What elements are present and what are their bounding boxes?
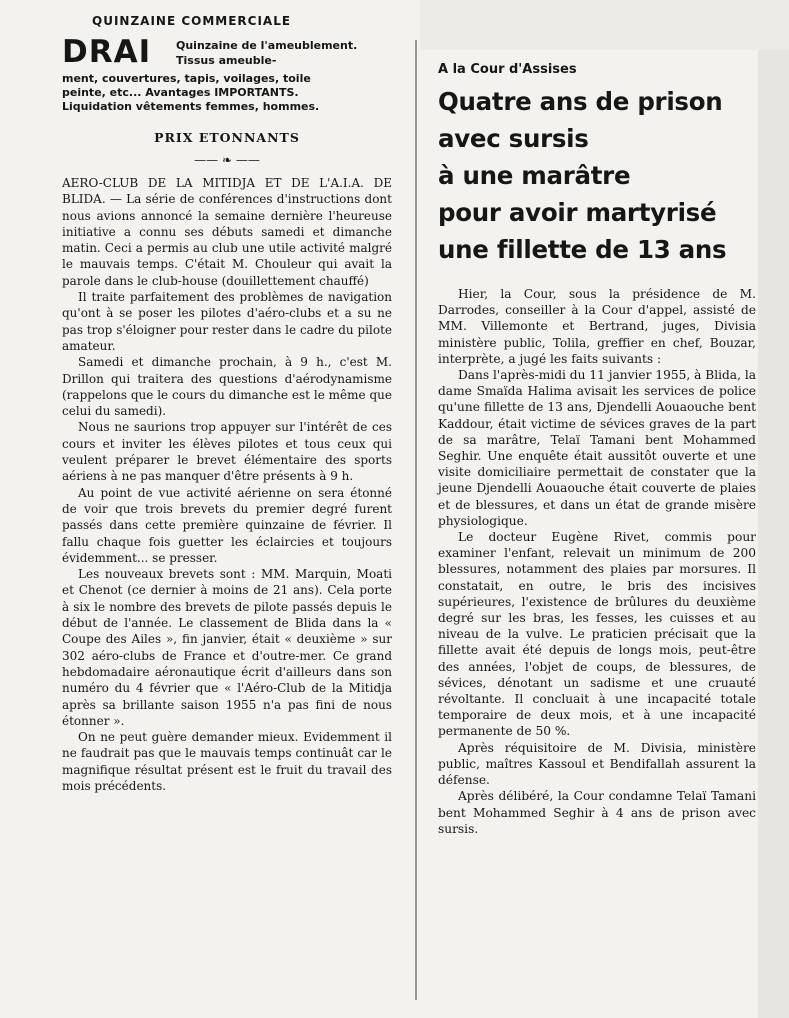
drai-advertisement bbox=[62, 34, 392, 126]
headline-line-3: à une marâtre bbox=[438, 161, 631, 190]
assises-article bbox=[438, 286, 756, 837]
column-rule bbox=[415, 40, 417, 1000]
section-rubric: A la Cour d'Assises bbox=[438, 62, 577, 77]
aeroclub-paragraph-1: AERO-CLUB DE LA MITIDJA ET DE L'A.I.A. DE BLIDA. — La série de conférences d'instructions dont nous avions annoncé la semaine dernière l'heureuse initiative a connu ses débuts samedi et dimanche matin. Ceci a permis au club une utile activité malgré le mauvais temps. C'était M. Chouleur qui avait la parole dans le club-house (douillettement chauffé) bbox=[62, 176, 392, 288]
headline-line-2: avec sursis bbox=[438, 124, 589, 153]
ad-prix: PRIX ETONNANTS bbox=[154, 130, 300, 145]
article-headline bbox=[438, 83, 756, 268]
right-column bbox=[438, 62, 756, 837]
aeroclub-paragraph-6: Les nouveaux brevets sont : MM. Marquin, Moati et Chenot (ce dernier à moins de 21 ans). Cela porte à six le nombre des brevets de pilote passés depuis le début de l'année. Le classement de Blida dans la « Coupe des Ailes », fin janvier, était « deuxième » sur 302 aéro-clubs de France et d'outre-mer. Ce grand hebdomadaire aéronautique écrit d'ailleurs dans son numéro du 4 février que « l'Aéro-Club de la Mitidja après sa brillante saison 1955 n'a pas fini de nous étonner ». bbox=[62, 567, 392, 728]
assises-paragraph-3: Le docteur Eugène Rivet, commis pour examiner l'enfant, relevait un minimum de 200 blessures, notamment des plaies par morsures. Il constatait, en outre, le bris des incisives supérieures, l'existence de brûlures du deuxième degré sur les bras, les fesses, les cuisses et au niveau de la vulve. Le praticien précisait que la fillette avait été depuis de longs mois, peut-être des années, l'objet de coups, de blessures, de sévices, dénotant un sadisme et une cruauté révoltante. Il concluait à une incapacité totale temporaire de deux mois, et à une incapacité permanente de 50 %. bbox=[438, 530, 756, 739]
aeroclub-paragraph-7: On ne peut guère demander mieux. Evidemment il ne faudrait pas que le mauvais temps continuât car le magnifique résultat présent est le fruit du travail des mois précédents. bbox=[62, 730, 392, 793]
aeroclub-paragraph-5: Au point de vue activité aérienne on sera étonné de voir que trois brevets du premier degré furent passés dans cette première quinzaine de février. Il fallu chaque fois guetter les éclaircies et toujours évidemment... se presser. bbox=[62, 485, 392, 565]
aeroclub-paragraph-3: Samedi et dimanche prochain, à 9 h., c'est M. Drillon qui traitera des questions d'aérodynamisme (rappelons que le cours du dimanche est le même que celui du samedi). bbox=[62, 355, 392, 419]
ad-line-3: peinte, etc... Avantages IMPORTANTS. bbox=[62, 86, 299, 99]
aeroclub-paragraph-2: Il traite parfaitement des problèmes de navigation qu'ont à se poser les pilotes d'aéro-clubs et a su ne pas trop s'éloigner pour rester dans le cadre du pilote amateur. bbox=[62, 290, 392, 353]
ad-line-2: ment, couvertures, tapis, voilages, toile bbox=[62, 72, 311, 85]
ad-brand: DRAI bbox=[62, 34, 152, 70]
ad-line-4: Liquidation vêtements femmes, hommes. bbox=[62, 100, 320, 113]
aeroclub-article bbox=[62, 175, 392, 794]
left-column bbox=[62, 14, 392, 794]
assises-paragraph-2: Dans l'après-midi du 11 janvier 1955, à Blida, la dame Smaïda Halima avisait les services de police qu'une fillette de 13 ans, Djendelli Aouaouche bent Kaddour, était victime de sévices graves de la part de sa marâtre, Telaï Tamani bent Mohammed Seghir. Une enquête était aussitôt ouverte et une visite domiciliaire permettait de constater que la jeune Djendelli Aouaouche était couverte de plaies et de blessures, et dans un état de grande misère physiologique. bbox=[438, 368, 756, 528]
headline-line-5: une fillette de 13 ans bbox=[438, 235, 727, 264]
assises-paragraph-1: Hier, la Cour, sous la présidence de M. Darrodes, conseiller à la Cour d'appel, assisté de MM. Villemonte et Bertrand, juges, Divisia ministère public, Tolila, greffier en chef, Bouzar, interprète, a jugé les faits suivants : bbox=[438, 287, 756, 366]
ad-line-1: Quinzaine de l'ameublement. Tissus ameuble- bbox=[176, 39, 358, 67]
adjacent-page-top bbox=[420, 0, 789, 50]
headline-line-1: Quatre ans de prison bbox=[438, 87, 723, 116]
assises-paragraph-5: Après délibéré, la Cour condamne Telaï Tamani bent Mohammed Seghir à 4 ans de prison avec sursis. bbox=[438, 789, 756, 836]
ad-kicker: QUINZAINE COMMERCIALE bbox=[92, 14, 292, 28]
aeroclub-paragraph-4: Nous ne saurions trop appuyer sur l'intérêt de ces cours et inviter les élèves pilotes et tous ceux qui veulent préparer le brevet élémentaire des sports aériens à ne pas manquer d'être présents à 9 h. bbox=[62, 420, 392, 484]
assises-paragraph-4: Après réquisitoire de M. Divisia, ministère public, maîtres Kassoul et Bendifallah assurent la défense. bbox=[438, 740, 756, 788]
headline-line-4: pour avoir martyrisé bbox=[438, 198, 717, 227]
ornament-divider: —— ❧ —— bbox=[194, 153, 260, 167]
adjacent-page-edge bbox=[758, 50, 789, 1018]
